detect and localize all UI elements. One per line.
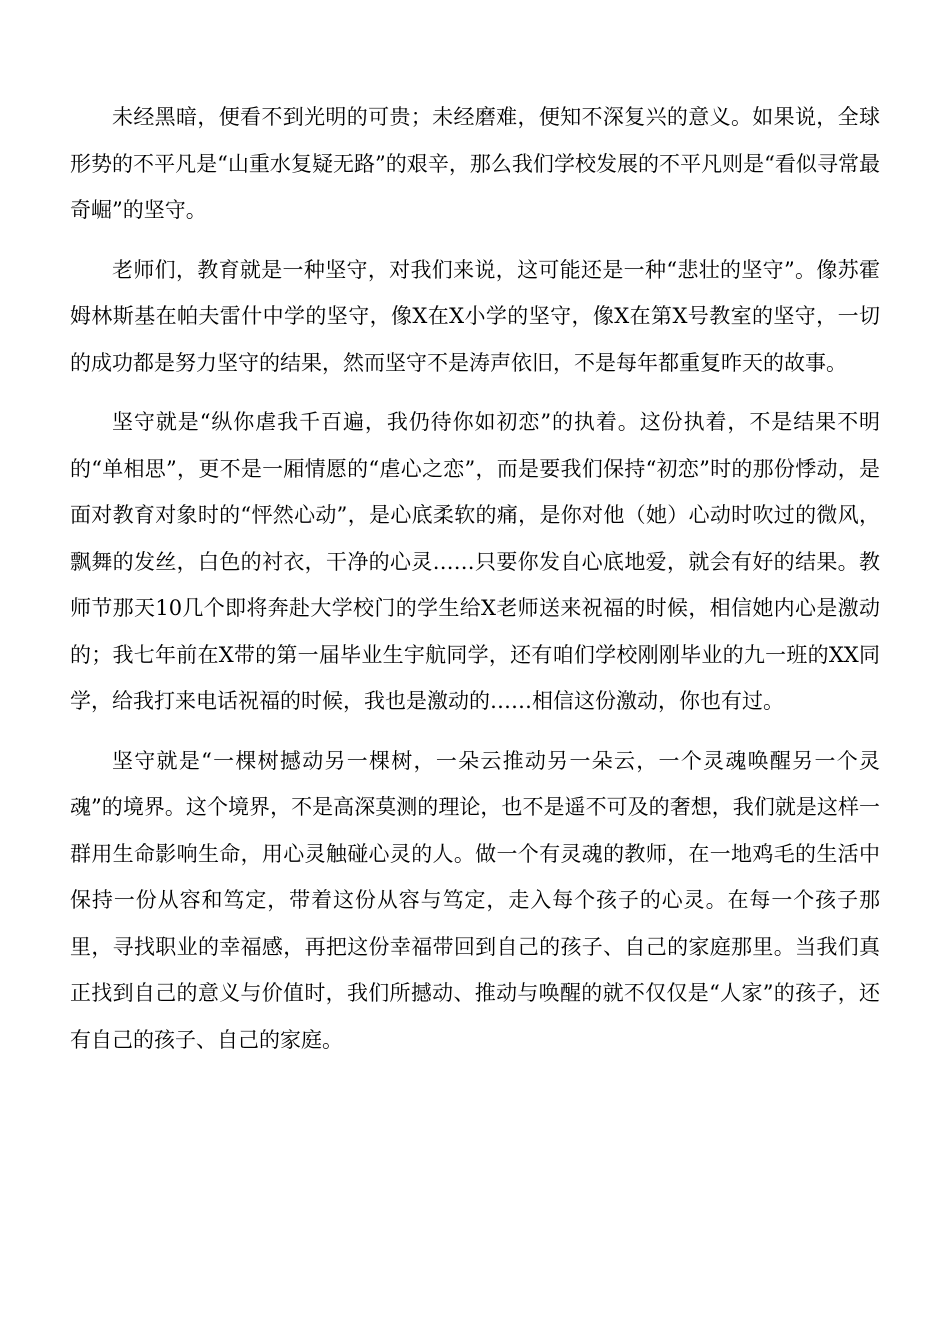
document-body: [70, 94, 880, 1076]
paragraph-1: 未经黑暗，便看不到光明的可贵；未经磨难，便知不深复兴的意义。如果说，全球形势的不平凡是“山重水复疑无路”的艰辛，那么我们学校发展的不平凡则是“看似寻常最奇崛”的坚守。: [70, 105, 880, 222]
paragraph-3: 坚守就是“纵你虐我千百遍，我仍待你如初恋”的执着。这份执着，不是结果不明的“单相思”，更不是一厢情愿的“虐心之恋”，而是要我们保持“初恋”时的那份悸动，是面对教育对象时的“怦然心动”，是心底柔软的痛，是你对他（她）心动时吹过的微风，飘舞的发丝，白色的衬衣，干净的心灵……只要你发自心底地爱，就会有好的结果。教师节那天10几个即将奔赴大学校门的学生给X老师送来祝福的时候，相信她内心是激动的；我七年前在X带的第一届毕业生宇航同学，还有咱们学校刚刚毕业的九一班的XX同学，给我打来电话祝福的时候，我也是激动的……相信这份激动，你也有过。: [70, 410, 880, 713]
paragraph-2: 老师们，教育就是一种坚守，对我们来说，这可能还是一种“悲壮的坚守”。像苏霍姆林斯基在帕夫雷什中学的坚守，像X在X小学的坚守，像X在第X号教室的坚守，一切的成功都是努力坚守的结果，然而坚守不是涛声依旧，不是每年都重复昨天的故事。: [70, 257, 880, 375]
paragraph-4: 坚守就是“一棵树撼动另一棵树，一朵云推动另一朵云，一个灵魂唤醒另一个灵魂”的境界。这个境界，不是高深莫测的理论，也不是遥不可及的奢想，我们就是这样一群用生命影响生命，用心灵触碰心灵的人。做一个有灵魂的教师，在一地鸡毛的生活中保持一份从容和笃定，带着这份从容与笃定，走入每个孩子的心灵。在每一个孩子那里，寻找职业的幸福感，再把这份幸福带回到自己的孩子、自己的家庭那里。当我们真正找到自己的意义与价值时，我们所撼动、推动与唤醒的就不仅仅是“人家”的孩子，还有自己的孩子、自己的家庭。: [70, 748, 880, 1052]
